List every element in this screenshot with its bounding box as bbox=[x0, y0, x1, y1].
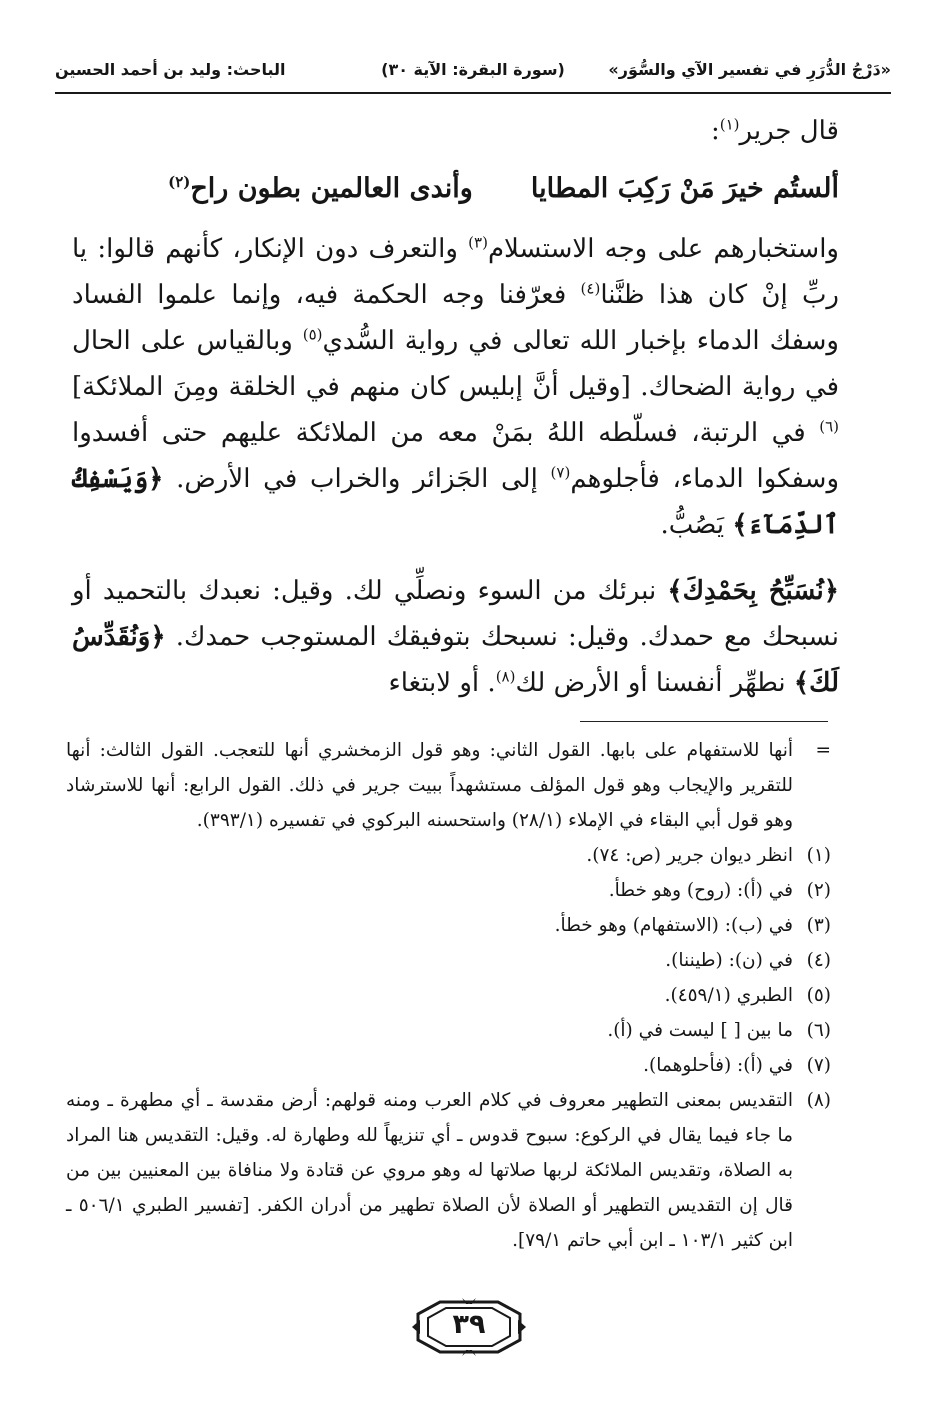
footnote-divider bbox=[580, 721, 828, 722]
chapter-reference: (سورة البقرة: الآية ٣٠) bbox=[381, 60, 565, 79]
footnote-ref-3[interactable]: (٣) bbox=[468, 233, 488, 252]
poem-intro: قال جرير$^{(١)}$: bbox=[710, 115, 839, 146]
footnote-item: (٢) في (أ): (روح) وهو خطأ. bbox=[608, 880, 831, 901]
poetry-verse bbox=[72, 166, 839, 212]
footnote-ref-8[interactable]: (٨) bbox=[495, 667, 516, 686]
page-number-badge bbox=[410, 1296, 528, 1358]
footnote-item: (٤) في (ن): (طيننا). bbox=[665, 950, 831, 971]
quran-quote: ﴿نُسَبِّحُ بِحَمْدِكَ﴾ bbox=[667, 576, 839, 606]
verse-first-hemistich: ألستُم خيرَ مَنْ رَكِبَ المطايا bbox=[530, 173, 839, 204]
paragraph-1: واستخبارهم على وجه الاستسلام$^{(٣)}$ والتعرف دون الإنكار، كأنهم قالوا: يا ربِّ إنْ كان هذا ظنَّنا$^{(٤)}$ فعرّفنا وجه الحكمة فيه، وإنما علموا الفساد وسفك الدماء بإخبار الله تعالى في رواية السُّدي$^{(٥)}$ وبالقياس على الحال في رواية الضحاك. [وقيل أنَّ إبليس كان منهم في الخلقة ومِنَ الملائكة]$^{(٦)}$ في الرتبة، فسلّطه اللهُ بمَنْ معه من الملائكة عليهم حتى أفسدوا وسفكوا الدماء، فأجلوهم$^{(٧)}$ إلى الجَزائر والخراب في الأرض. ﴿وَيَسْفِكُ ٱلدِّمَآءَ﴾ يَصُبُّ. bbox=[72, 233, 840, 540]
verse-second-hemistich: وأندى العالمين بطون راح$^{(٢)}$ bbox=[168, 173, 473, 204]
footnote-ref-6[interactable]: (٦) bbox=[819, 417, 839, 436]
main-text bbox=[72, 108, 839, 706]
footnote-item: (٦) ما بين [ ] ليست في (أ). bbox=[607, 1020, 831, 1041]
footnotes bbox=[66, 733, 831, 1258]
book-title: «دَرْجُ الدُّرَرِ في تفسير الآي والسُّوَر» bbox=[608, 60, 891, 79]
footnote-item: (٥) الطبري (٤٥٩/١). bbox=[664, 985, 831, 1006]
footnote-ref-4[interactable]: (٤) bbox=[580, 279, 601, 298]
footnote-item: (٧) في (أ): (فأحلوهما). bbox=[643, 1055, 831, 1076]
footnote-item: = أنها للاستفهام على بابها. القول الثاني: وهو قول الزمخشري أنها للتعجب. القول الثالث: أنها للتقرير والإيجاب وهو قول المؤلف مستشهداً ببيت جرير في ذلك. القول الرابع: أنها للاسترشاد وهو قول أبي البقاء في الإملاء (٢٨/١) واستحسنه البركوي في تفسيره (٣٩٣/١). bbox=[66, 740, 831, 831]
footnote-item: (١) انظر ديوان جرير (ص: ٧٤). bbox=[586, 845, 831, 866]
page-number: ٣٩ bbox=[452, 1309, 486, 1340]
running-header bbox=[55, 52, 891, 92]
footnote-ref-1[interactable]: (١) bbox=[719, 115, 740, 134]
footnote-ref-7[interactable]: (٧) bbox=[550, 463, 571, 482]
header-divider bbox=[55, 92, 891, 94]
quran-quote: ﴿وَيَسْفِكُ ٱلدِّمَآءَ﴾ bbox=[72, 464, 839, 540]
paragraph-2: ﴿نُسَبِّحُ بِحَمْدِكَ﴾ نبرئك من السوء ونصلِّي لك. وقيل: نعبدك بالتحميد أو نسبحك مع حمدك. وقيل: نسبحك بتوفيقك المستوجب حمدك. ﴿وَنُقَدِّسُ لَكَ﴾ نطهِّر أنفسنا أو الأرض لك$^{(٨)}$. أو لابتغاء bbox=[72, 576, 839, 698]
footnote-ref-2[interactable]: (٢) bbox=[168, 173, 191, 191]
footnote-item: (٣) في (ب): (الاستفهام) وهو خطأ. bbox=[554, 915, 831, 936]
footnote-item: (٨) التقديس بمعنى التطهير معروف في كلام العرب ومنه قولهم: أرض مقدسة ـ أي مطهرة ـ ومنه ما جاء فيما يقال في الركوع: سبوح قدوس ـ أي تنزيهاً لله وطهارة له. وقيل: التقديس هنا المراد به الصلاة، وتقديس الملائكة لربها صلاتها له وهو مروي عن قتادة ولا منافاة بين المعنيين بين من قال إن التقديس التطهير أو الصلاة لأن الصلاة تطهير من أدران الكفر. [تفسير الطبري ٥٠٦/١ ـ ابن كثير ١٠٣/١ ـ ابن أبي حاتم ٧٩/١]. bbox=[66, 1090, 831, 1251]
researcher-name: الباحث: وليد بن أحمد الحسين bbox=[55, 60, 286, 79]
quran-quote: ﴿وَنُقَدِّسُ لَكَ﴾ bbox=[72, 622, 839, 698]
footnote-ref-5[interactable]: (٥) bbox=[302, 325, 323, 344]
